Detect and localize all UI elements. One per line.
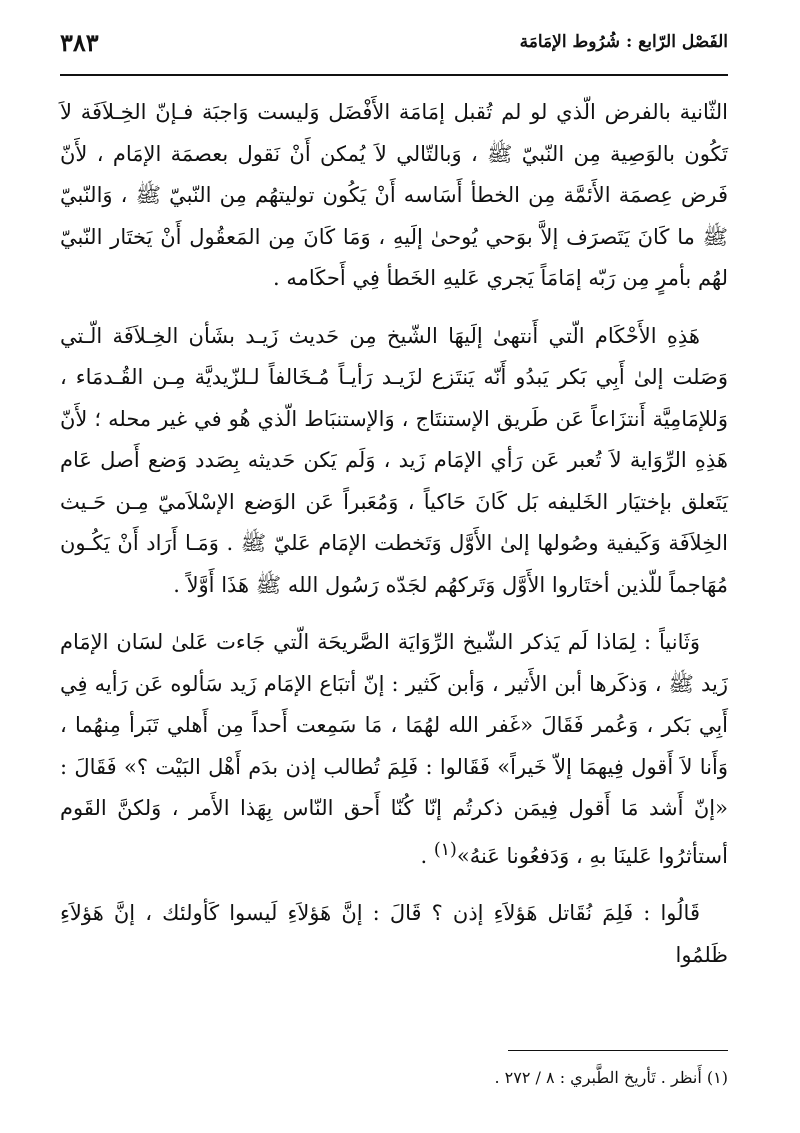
page-header — [60, 28, 728, 68]
paragraph-2: هَذِهِ الأَحْكَام الّتي أَنتهىٰ إلَيهَا الشّيخ مِن حَديث زَيـد بشَأن الخِـلاَفَة الّـتي وَصَلت إلىٰ أَبِي بَكر يَبدُو أَنّه يَنتَزع لزَيـد رَأيـاً مُـخَالفاً لـلزّيديَّة مِـن القُـدمَاء ، وَللإمَامِيَّة أَنتزَاعاً عَن طَريق الإستنتَاج ، وَالإستنبَاط الّذي هُو في غير محله ؛ لأَنّ هَذِهِ الرِّوَاية لاَ تُعبر عَن رَأي الإمَام زَيد ، وَلَم يَكن حَديثه بِصَدد وَضع أَصل عَام يَتَعلق بإختيَار الخَليفه بَل كَانَ حَاكياً ، وَمُعَبراً عَن الوَضع الإسْلاَميّ مِـن حَـيث الخِلاَفَة وَكَيفية وصُولها إلىٰ الأَوَّل وَتَخطت الإمَام عَليّ ﷺ . وَمَـا أَرَاد أَنْ يَكُـون مُهَاجماً للّذين أختَاروا الأَوَّل وَتَركهُم لجَدّه رَسُول الله ﷺ هَذَا أَوَّلاً . — [60, 323, 728, 597]
main-text — [60, 92, 728, 992]
footnote-rule — [508, 1050, 728, 1051]
page-number: ٣٨٣ — [60, 28, 99, 57]
header-rule — [60, 74, 728, 76]
paragraph-3-text: وَثَانياً : لِمَاذا لَم يَذكر الشّيخ الرِّوَايَة الصَّريحَة الّتي جَاءت عَلىٰ لسَان الإمَام زَيد ﷺ ، وَذكَرها أبن الأَثير ، وَأبن كَثير : إنّ أتبَاع الإمَام زَيد سَألوه عَن رَأيه فِي أَبِي بَكر ، وَعُمر فَقَالَ «غَفر الله لهُمَا ، مَا سَمِعت أَحداً مِن أَهلي تَبَرأ مِنهُما ، وَأَنا لاَ أَقول فِيهمَا إلاّ خَيراً» فَقَالوا : فَلِمَ تُطالب إذن بدَم أَهْل البَيْت ؟» فَقَالَ : «إنّ أَشد مَا أَقول فِيمَن ذكرتُم إنّا كُنّا أَحق النّاس بِهَذا الأَمر ، وَلكنَّ القَوم أستأثرُوا عَلينَا بهِ ، وَدَفعُونا عَنهُ» — [60, 630, 728, 868]
paragraph-1: الثّانية بالفرض الّذي لو لم تُقبل إمَامَة الأَفْضَل وَليست وَاجبَة فـإنّ الخِـلاَفَة لاَ تَكُون بالوَصِية مِن النّبيّ ﷺ ، وَبالتّالي لاَ يُمكن أَنْ نَقول بعصمَة الإمَام ، لأَنّ فَرض عِصمَة الأَئمَّة مِن الخطأ أَسَاسه أَنْ يَكُون توليتهُم مِن النّبيّ ﷺ ، وَالنّبيّ ﷺ ما كَانَ يَتَصرَف إلاَّ بوَحي يُوحىٰ إلَيهِ ، وَمَا كَانَ مِن المَعقُول أَنْ يَختَار النّبيّ لهُم بأمرٍ مِن رَبّه إمَامَاً يَجري عَليهِ الخَطأ فِي أَحكَامه . — [60, 100, 728, 290]
footnote-marker: (١) — [433, 839, 457, 860]
paragraph-3-end: . — [420, 843, 434, 868]
chapter-title: الفَصْل الرّابع : شُرُوط الإمَامَة — [519, 32, 728, 52]
paragraph-3 — [60, 622, 728, 877]
paragraph-4: قَالُوا : فَلِمَ نُقَاتل هَؤلاَءِ إذن ؟ قَالَ : إنَّ هَؤلاَءِ لَيسوا كَأولئك ، إنَّ هَؤلاَءِ ظَلمُوا — [60, 901, 728, 967]
footnote: (١) أَنظر . تَأريخ الطَّبري : ٨ / ٢٧٢ . — [494, 1068, 728, 1087]
